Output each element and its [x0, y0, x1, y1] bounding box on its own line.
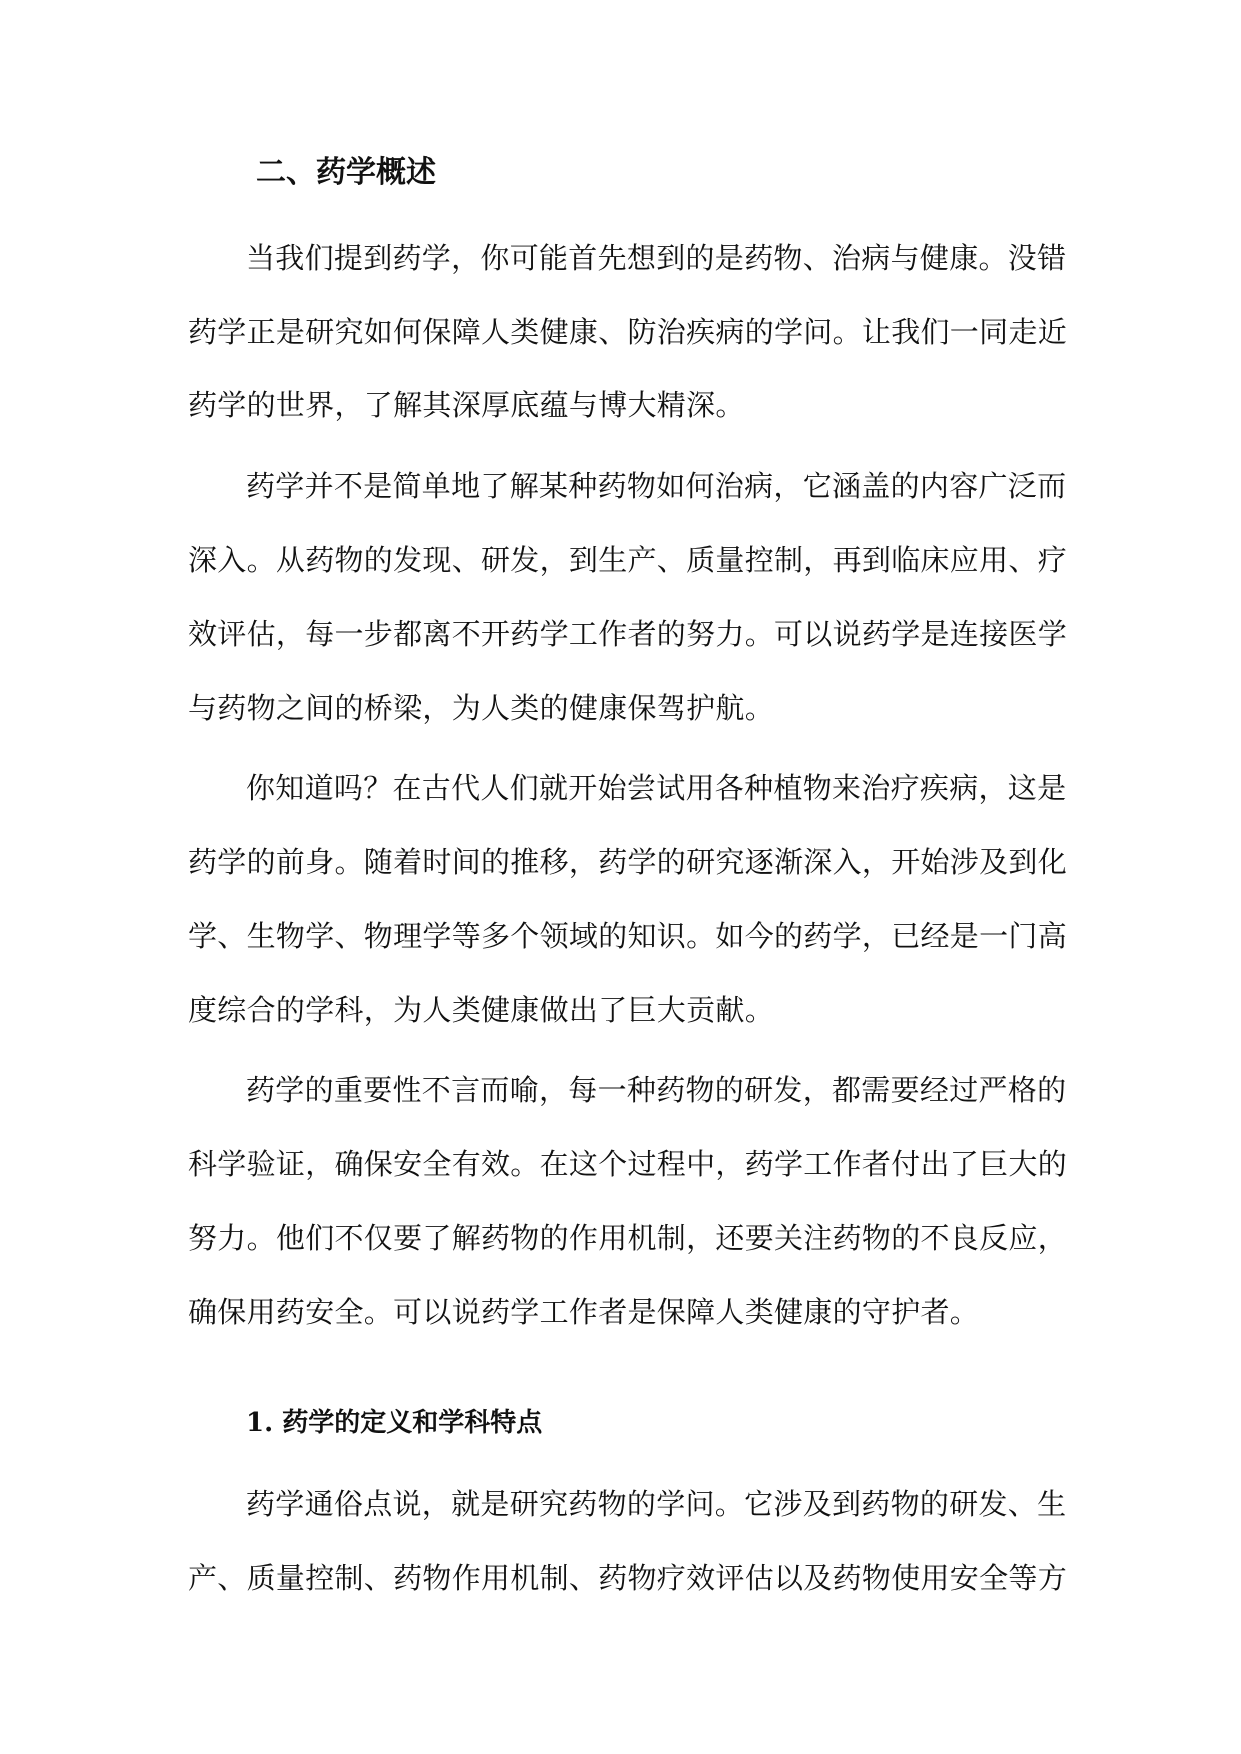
paragraph-4-line-2: 科学验证，确保安全有效。在这个过程中，药学工作者付出了巨大的: [188, 1147, 1068, 1181]
paragraph-4-line-3: 努力。他们不仅要了解药物的作用机制，还要关注药物的不良反应，: [188, 1221, 1068, 1255]
subsection-paragraph-line-2: 产、质量控制、药物作用机制、药物疗效评估以及药物使用安全等方: [188, 1561, 1068, 1595]
paragraph-4-line-4: 确保用药安全。可以说药学工作者是保障人类健康的守护者。: [188, 1295, 980, 1329]
paragraph-1-line-2: 药学正是研究如何保障人类健康、防治疾病的学问。让我们一同走近: [188, 315, 1068, 349]
paragraph-3-line-4: 度综合的学科，为人类健康做出了巨大贡献。: [188, 993, 775, 1027]
paragraph-3-line-3: 学、生物学、物理学等多个领域的知识。如今的药学，已经是一门高: [188, 919, 1068, 953]
paragraph-3-line-2: 药学的前身。随着时间的推移，药学的研究逐渐深入，开始涉及到化: [188, 845, 1068, 879]
section-title: 二、药学概述: [256, 155, 436, 190]
paragraph-1-line-3: 药学的世界，了解其深厚底蕴与博大精深。: [188, 388, 745, 422]
paragraph-1-line-1: 当我们提到药学，你可能首先想到的是药物、治病与健康。没错: [246, 241, 1067, 275]
subsection-paragraph-line-1: 药学通俗点说，就是研究药物的学问。它涉及到药物的研发、生: [246, 1487, 1067, 1521]
paragraph-3-line-1: 你知道吗？在古代人们就开始尝试用各种植物来治疗疾病，这是: [246, 771, 1067, 805]
paragraph-2-line-1: 药学并不是简单地了解某种药物如何治病，它涵盖的内容广泛而: [246, 469, 1067, 503]
subsection-title: 1. 药学的定义和学科特点: [246, 1408, 543, 1438]
paragraph-2-line-2: 深入。从药物的发现、研发，到生产、质量控制，再到临床应用、疗: [188, 543, 1068, 577]
paragraph-2-line-4: 与药物之间的桥梁，为人类的健康保驾护航。: [188, 691, 775, 725]
paragraph-2-line-3: 效评估，每一步都离不开药学工作者的努力。可以说药学是连接医学: [188, 617, 1068, 651]
paragraph-4-line-1: 药学的重要性不言而喻，每一种药物的研发，都需要经过严格的: [246, 1073, 1067, 1107]
